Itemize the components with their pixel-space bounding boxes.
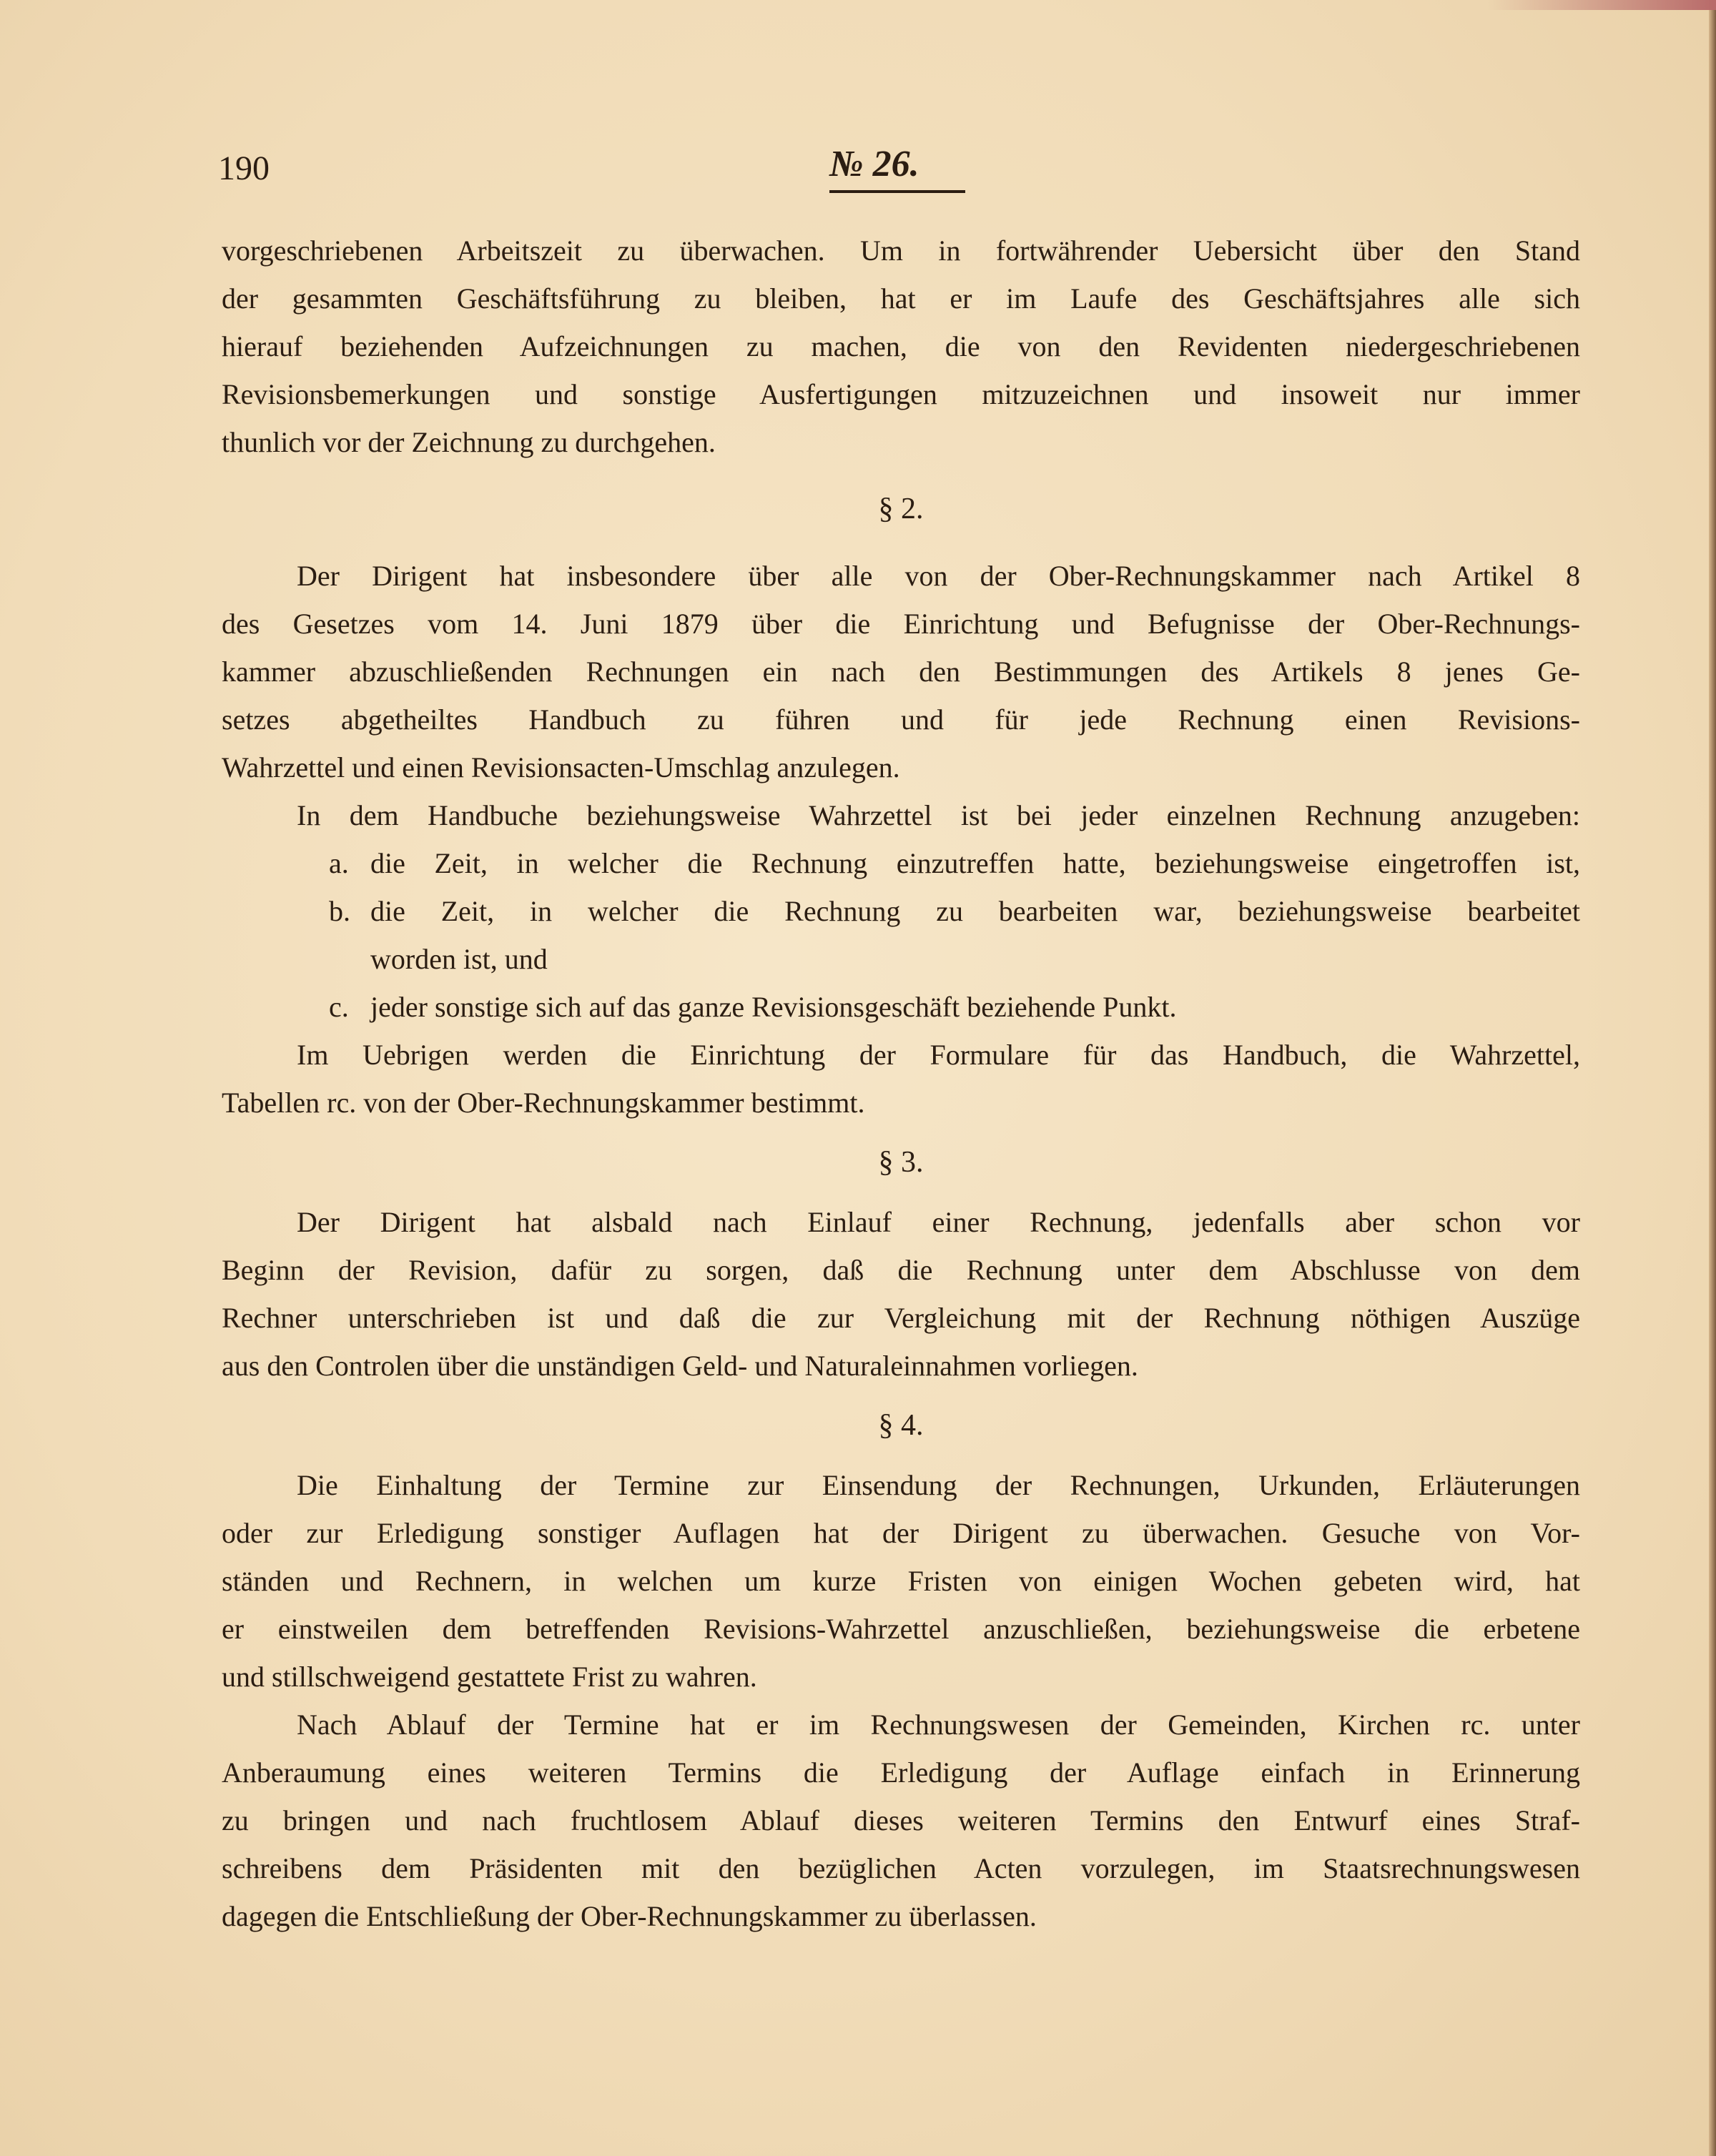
text-line: Beginn der Revision, dafür zu sorgen, daß die Rechnung unter dem Abschlusse von dem — [222, 1254, 1580, 1286]
page-corner-stain — [1487, 0, 1716, 10]
section-heading-2: § 2. — [878, 493, 924, 525]
section-2-paragraph-3 — [222, 1031, 1580, 1127]
list-marker: c. — [329, 991, 349, 1023]
text-line: des Gesetzes vom 14. Juni 1879 über die Einrichtung und Befugnisse der Ober-Rechnungs- — [222, 608, 1580, 640]
issue-number: № 26. — [829, 144, 919, 184]
text-line: Tabellen rc. von der Ober-Rechnungskammer bestimmt. — [222, 1087, 865, 1119]
text-line: Der Dirigent hat alsbald nach Einlauf einer Rechnung, jedenfalls aber schon vor — [297, 1206, 1580, 1238]
section-2-paragraph-1 — [222, 552, 1580, 791]
text-line: er einstweilen dem betreffenden Revisions-Wahrzettel anzuschließen, beziehungsweise die erbetene — [222, 1613, 1580, 1645]
text-line: Im Uebrigen werden die Einrichtung der Formulare für das Handbuch, die Wahrzettel, — [297, 1039, 1580, 1071]
text-line: der gesammten Geschäftsführung zu bleiben, hat er im Laufe des Geschäftsjahres alle sich — [222, 282, 1580, 315]
list-marker: b. — [329, 895, 350, 927]
list-text: jeder sonstige sich auf das ganze Revisionsgeschäft beziehende Punkt. — [370, 991, 1177, 1023]
section-heading-4: § 4. — [878, 1409, 924, 1442]
text-line: zu bringen und nach fruchtlosem Ablauf dieses weiteren Termins den Entwurf eines Straf- — [222, 1804, 1580, 1836]
list-item-b — [222, 887, 1580, 935]
issue-underline — [829, 190, 965, 193]
list-item-a — [222, 839, 1580, 887]
document-body — [222, 227, 1580, 1940]
text-line: kammer abzuschließenden Rechnungen ein nach den Bestimmungen des Artikels 8 jenes Ge- — [222, 656, 1580, 688]
text-line: ständen und Rechnern, in welchen um kurze Fristen von einigen Wochen gebeten wird, hat — [222, 1565, 1580, 1597]
text-line: Der Dirigent hat insbesondere über alle von der Ober-Rechnungskammer nach Artikel 8 — [297, 560, 1580, 592]
list-item-c — [222, 983, 1580, 1031]
section-3-paragraph-1 — [222, 1198, 1580, 1390]
list-text: die Zeit, in welcher die Rechnung zu bearbeiten war, beziehungsweise bearbeitet — [370, 895, 1580, 927]
section-4-paragraph-1 — [222, 1461, 1580, 1701]
text-line: vorgeschriebenen Arbeitszeit zu überwachen. Um in fortwährender Uebersicht über den Stand — [222, 234, 1580, 267]
text-line: Nach Ablauf der Termine hat er im Rechnungswesen der Gemeinden, Kirchen rc. unter — [297, 1709, 1580, 1741]
text-line: hierauf beziehenden Aufzeichnungen zu machen, die von den Revidenten niedergeschriebenen — [222, 330, 1580, 362]
text-line: aus den Controlen über die unständigen Geld- und Naturaleinnahmen vorliegen. — [222, 1350, 1138, 1382]
section-heading-3: § 3. — [878, 1146, 924, 1179]
text-line: Rechner unterschrieben ist und daß die zur Vergleichung mit der Rechnung nöthigen Auszüge — [222, 1302, 1580, 1334]
text-line: schreibens dem Präsidenten mit den bezüglichen Acten vorzulegen, im Staatsrechnungswesen — [222, 1852, 1580, 1884]
text-line: Die Einhaltung der Termine zur Einsendung der Rechnungen, Urkunden, Erläuterungen — [297, 1469, 1580, 1501]
section-4-paragraph-2 — [222, 1701, 1580, 1940]
text-line: Revisionsbemerkungen und sonstige Ausfertigungen mitzuzeichnen und insoweit nur immer — [222, 378, 1580, 410]
text-line: und stillschweigend gestattete Frist zu wahren. — [222, 1661, 757, 1693]
page-number: 190 — [218, 149, 270, 187]
text-line: oder zur Erledigung sonstiger Auflagen hat der Dirigent zu überwachen. Gesuche von Vor- — [222, 1517, 1580, 1549]
list-text: die Zeit, in welcher die Rechnung einzutreffen hatte, beziehungsweise eingetroffen ist, — [370, 847, 1580, 879]
text-line: setzes abgetheiltes Handbuch zu führen und für jede Rechnung einen Revisions- — [222, 703, 1580, 736]
text-line: Anberaumung eines weiteren Termins die Erledigung der Auflage einfach in Erinnerung — [222, 1756, 1580, 1789]
text-line: thunlich vor der Zeichnung zu durchgehen. — [222, 426, 716, 458]
page-edge — [1709, 0, 1716, 2156]
list-marker: a. — [329, 847, 349, 879]
text-line: dagegen die Entschließung der Ober-Rechnungskammer zu überlassen. — [222, 1900, 1037, 1932]
list-text-continued: worden ist, und — [370, 943, 548, 975]
section-2-paragraph-2: In dem Handbuche beziehungsweise Wahrzettel ist bei jeder einzelnen Rechnung anzugeben: — [297, 799, 1580, 831]
text-line: Wahrzettel und einen Revisionsacten-Umschlag anzulegen. — [222, 751, 900, 783]
paragraph-continued — [222, 227, 1580, 466]
